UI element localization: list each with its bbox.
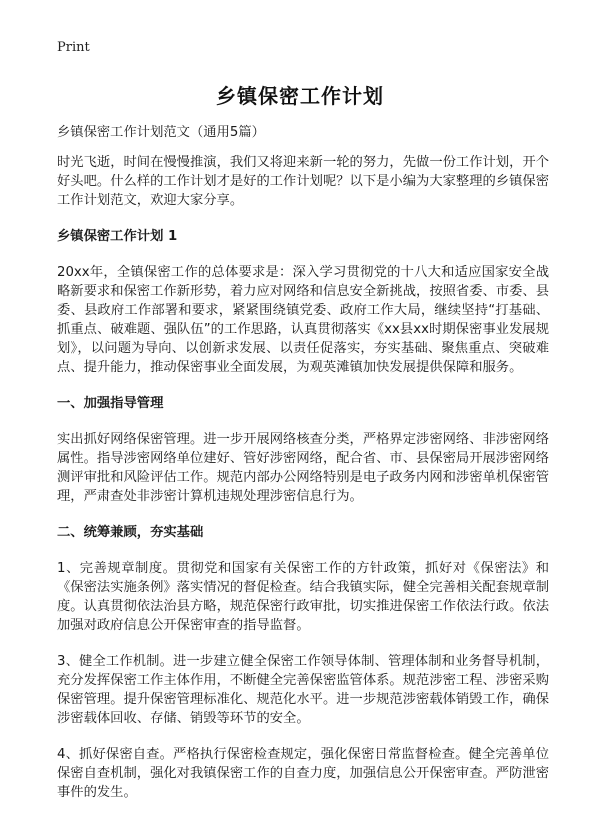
section-paragraph: 20xx年，全镇保密工作的总体要求是：深入学习贯彻党的十八大和适应国家安全战略新要求和保密工作新形势，着力应对网络和信息安全新挑战，按照省委、市委、县委、县政府工作部署和要求，紧紧围绕镇党委、政府工作大局，继续坚持“打基础、抓重点、破难题、强队伍”的工作思路，认真贯彻落实《xx县xx时期保密事业发展规划》，以问题为导向、以创新求发展、以责任促落实，夯实基础、聚焦重点、突破难点、提升能力，推动保密事业全面发展，为观英滩镇加快发展提供保障和服务。 bbox=[57, 265, 549, 375]
intro-paragraph: 时光飞逝，时间在慢慢推演，我们又将迎来新一轮的努力，先做一份工作计划，开个好头吧。什么样的工作计划才是好的工作计划呢？以下是小编为大家整理的乡镇保密工作计划范文，欢迎大家分享。 bbox=[57, 155, 549, 208]
list-item-paragraph: 4、抓好保密自查。严格执行保密检查规定，强化保密日常监督检查。健全完善单位保密自查机制，强化对我镇保密工作的自查力度，加强信息公开保密审查。严防泄密事件的发生。 bbox=[57, 747, 549, 800]
subsection-heading: 一、加强指导管理 bbox=[57, 396, 164, 411]
document-title: 乡镇保密工作计划 bbox=[216, 84, 384, 108]
list-item-paragraph: 3、健全工作机制。进一步建立健全保密工作领导体制、管理体制和业务督导机制，充分发挥保密工作主体作用，不断健全完善保密监管体系。规范涉密工程、涉密采购保密管理。提升保密管理标准化、规范化水平。进一步规范涉密载体销毁工作，确保涉密载体回收、存储、销毁等环节的安全。 bbox=[57, 654, 549, 726]
section-heading: 乡镇保密工作计划 1 bbox=[57, 229, 178, 244]
subsection-heading: 二、统筹兼顾，夯实基础 bbox=[57, 525, 204, 540]
subsection-paragraph: 实出抓好网络保密管理。进一步开展网络核查分类，严格界定涉密网络、非涉密网络属性。指导涉密网络单位建好、管好涉密网络，配合省、市、县保密局开展涉密网络测评审批和风险评估工作。规范内部办公网络特别是电子政务内网和涉密单机保密管理，严肃查处非涉密计算机违规处理涉密信息行为。 bbox=[57, 432, 549, 504]
print-label: Print bbox=[57, 40, 90, 55]
document-subtitle: 乡镇保密工作计划范文（通用5篇） bbox=[57, 125, 265, 140]
document-body bbox=[57, 123, 549, 819]
list-item-paragraph: 1、完善规章制度。贯彻党和国家有关保密工作的方针政策，抓好对《保密法》和《保密法实施条例》落实情况的督促检查。结合我镇实际，健全完善相关配套规章制度。认真贯彻依法治县方略，规范保密行政审批，切实推进保密工作依法行政。依法加强对政府信息公开保密审查的指导监督。 bbox=[57, 561, 549, 633]
